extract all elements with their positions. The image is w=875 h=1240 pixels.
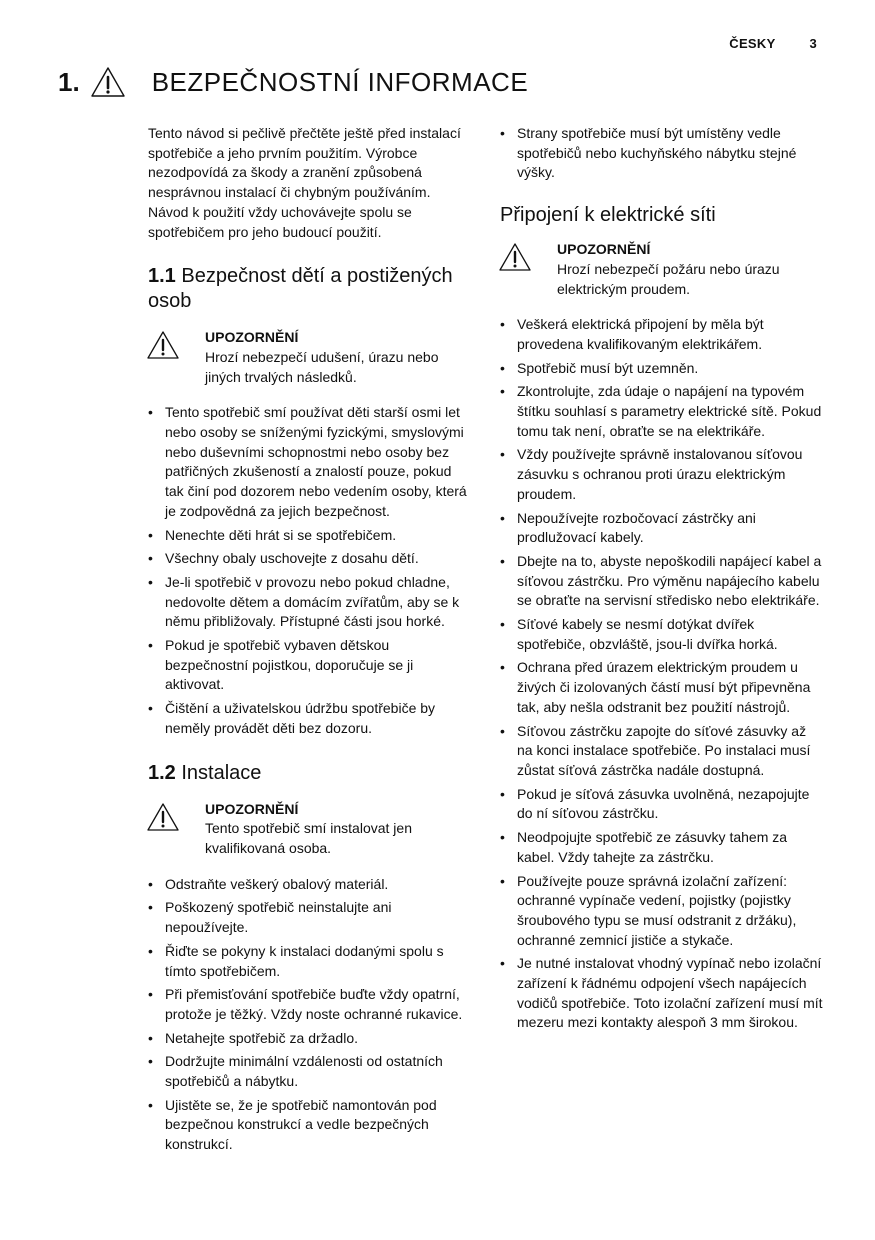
installation-list (148, 875, 470, 1155)
list-item: • Je-li spotřebič v provozu nebo pokud chladne, nedovolte dětem a domácím zvířatům, aby se k němu přibližovaly. Přístupné části jsou horké. (148, 573, 470, 632)
list-item: • Spotřebič musí být uzemněn. (500, 359, 825, 379)
list-item: • Síťové kabely se nesmí dotýkat dvířek spotřebiče, obzvláště, jsou-li dvířka horká. (500, 615, 825, 654)
intro-paragraph: Tento návod si pečlivě přečtěte ještě před instalací spotřebiče a jeho prvním použitím. Výrobce nezodpovídá za škody a zranění způsobená nesprávnou instalací či chybným používáním. Návod k použití vždy uchovávejte spolu se spotřebičem pro jeho budoucí použití. (148, 125, 461, 240)
list-item: • Používejte pouze správná izolační zařízení: ochranné vypínače vedení, pojistky (pojistky šroubového typu se musí odstranit z držáku), ochranné zemnicí jističe a stykače. (500, 872, 825, 951)
list-item: • Tento spotřebič smí používat děti starší osmi let nebo osoby se sníženými fyzickými, smyslovými nebo duševními schopnostmi nebo osoby bez patřičných zkušeností a znalostí pouze, pokud tak činí pod dozorem nebo vedením osoby, která je zodpovědná za jejich bezpečnost. (148, 403, 470, 521)
list-item: • Nenechte děti hrát si se spotřebičem. (148, 526, 470, 546)
list-item: • Zkontrolujte, zda údaje o napájení na typovém štítku souhlasí s parametry elektrické sítě. Pokud tomu tak není, obraťte se na elektrikáře. (500, 382, 825, 441)
section-electric-heading: Připojení k elektrické síti (500, 204, 716, 227)
warning-triangle-icon (498, 242, 532, 272)
left-column (148, 124, 470, 1159)
list-item: • Vždy používejte správně instalovanou síťovou zásuvku s ochranou proti úrazu elektrickým proudem. (500, 445, 825, 504)
warning-triangle-icon (146, 802, 180, 832)
list-item: • Ochrana před úrazem elektrickým proudem u živých či izolovaných částí musí být připevněna tak, aby nešla odstranit bez použití nástrojů. (500, 658, 825, 717)
warning-block-electric (500, 240, 825, 299)
list-item: • Síťovou zástrčku zapojte do síťové zásuvky až na konci instalace spotřebiče. Po instalaci musí zůstat síťová zástrčka nadále dostupná. (500, 722, 825, 781)
list-item: • Dbejte na to, abyste nepoškodili napájecí kabel a síťovou zástrčku. Pro výměnu napájecího kabelu se obraťte na servisní středisko nebo elektrikáře. (500, 552, 825, 611)
list-item: • Při přemisťování spotřebiče buďte vždy opatrní, protože je těžký. Vždy noste ochranné rukavice. (148, 985, 470, 1024)
list-item: • Pokud je síťová zásuvka uvolněná, nezapojujte do ní síťovou zástrčku. (500, 785, 825, 824)
page-number: 3 (809, 36, 817, 51)
list-item: • Řiďte se pokyny k instalaci dodanými spolu s tímto spotřebičem. (148, 942, 470, 981)
list-item: • Strany spotřebiče musí být umístěny vedle spotřebičů nebo kuchyňského nábytku stejné výšky. (500, 124, 825, 183)
chapter-heading: BEZPEČNOSTNÍ INFORMACE (151, 66, 529, 97)
list-item: • Netahejte spotřebič za držadlo. (148, 1029, 470, 1049)
warning-content (205, 328, 470, 387)
section-1-2-title: Instalace (181, 761, 262, 784)
list-item: • Poškozený spotřebič neinstalujte ani nepoužívejte. (148, 898, 470, 937)
warning-block-children (148, 328, 470, 387)
section-1-1-heading (148, 264, 470, 314)
warning-text: Hrozí nebezpečí požáru nebo úrazu elektrickým proudem. (557, 260, 780, 297)
warning-triangle-icon (90, 66, 126, 98)
list-item: • Neodpojujte spotřebič ze zásuvky tahem za kabel. Vždy tahejte za zástrčku. (500, 828, 825, 867)
warning-text: Hrozí nebezpečí udušení, úrazu nebo jiných trvalých následků. (205, 348, 439, 385)
right-column (500, 124, 825, 1037)
chapter-title (58, 64, 528, 100)
section-1-2-number: 1.2 (148, 761, 176, 784)
warning-title: UPOZORNĚNÍ (557, 241, 651, 258)
section-1-1-number: 1.1 (148, 265, 176, 288)
warning-block-installation (148, 800, 470, 859)
warning-text: Tento spotřebič smí instalovat jen kvalifikovaná osoba. (205, 820, 412, 856)
electric-connection-list (500, 315, 825, 1033)
list-item: • Čištění a uživatelskou údržbu spotřebiče by neměly provádět děti bez dozoru. (148, 699, 470, 738)
page-header (729, 36, 817, 51)
list-item: • Veškerá elektrická připojení by měla být provedena kvalifikovaným elektrikářem. (500, 315, 825, 354)
installation-list-continued (500, 124, 825, 183)
list-item: • Dodržujte minimální vzdálenosti od ostatních spotřebičů a nábytku. (148, 1052, 470, 1091)
children-safety-list (148, 403, 470, 738)
list-item: • Všechny obaly uschovejte z dosahu dětí. (148, 549, 470, 569)
section-1-2-heading (148, 761, 470, 786)
warning-content (205, 800, 470, 859)
list-item: • Je nutné instalovat vhodný vypínač nebo izolační zařízení k řádnému odpojení všech napájecích vodičů spotřebiče. Toto izolační zařízení musí mít mezeru mezi kontakty alespoň 3 mm širokou. (500, 954, 825, 1033)
list-item: • Ujistěte se, že je spotřebič namontován pod bezpečnou konstrukcí a vedle bezpečných konstrukcí. (148, 1096, 470, 1155)
section-1-1-title: Bezpečnost dětí a postižených osob (148, 265, 453, 313)
warning-triangle-icon (146, 330, 180, 360)
chapter-number: 1. (58, 66, 80, 97)
warning-title: UPOZORNĚNÍ (205, 329, 299, 346)
list-item: • Odstraňte veškerý obalový materiál. (148, 875, 470, 895)
list-item: • Nepoužívejte rozbočovací zástrčky ani prodlužovací kabely. (500, 509, 825, 548)
warning-content (557, 240, 825, 299)
header-language: ČESKY (729, 36, 776, 51)
list-item: • Pokud je spotřebič vybaven dětskou bezpečnostní pojistkou, doporučuje se ji aktivovat. (148, 636, 470, 695)
warning-title: UPOZORNĚNÍ (205, 800, 299, 817)
